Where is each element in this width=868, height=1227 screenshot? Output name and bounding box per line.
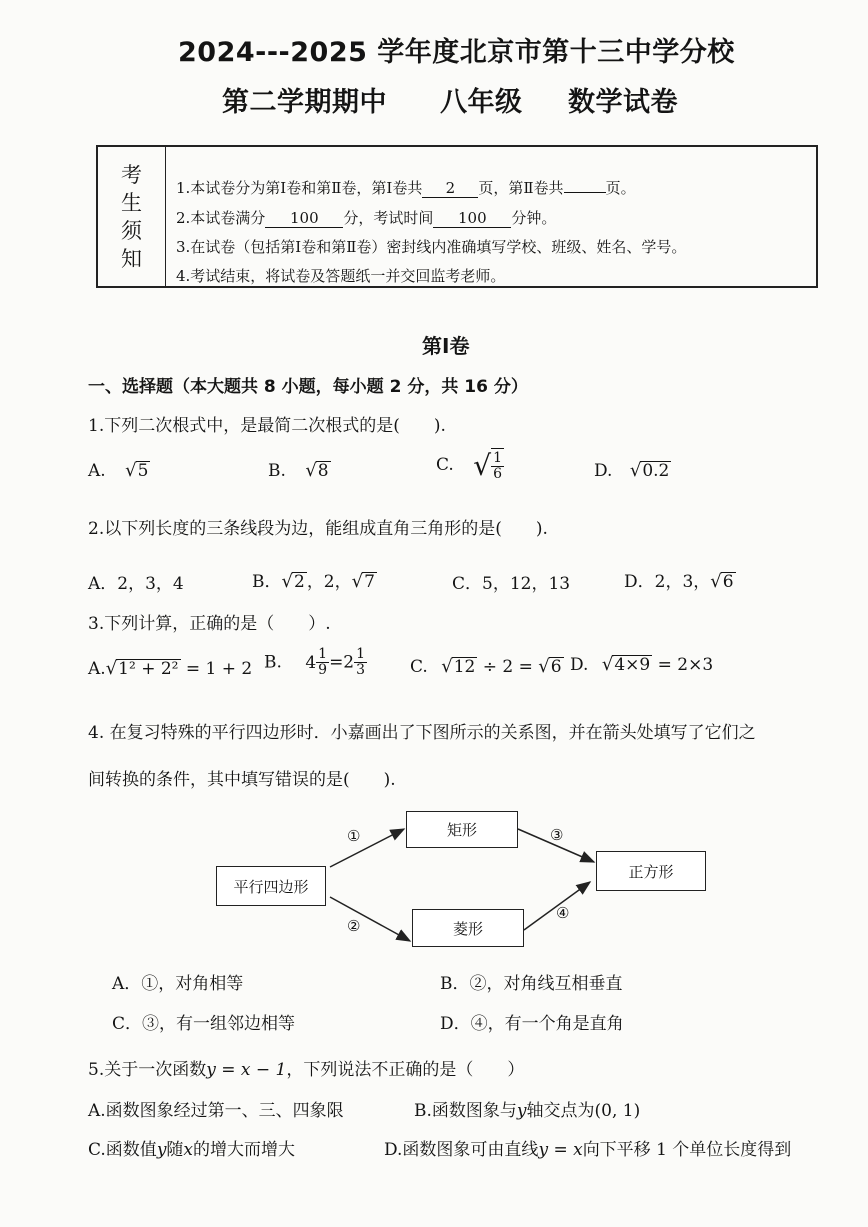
- notice-line2-text-c: 分钟。: [511, 209, 557, 227]
- option-text: ÷ 2 =: [482, 657, 533, 677]
- arrow-1-line: [330, 829, 404, 867]
- radicand: 0.2: [642, 461, 670, 481]
- notice-line2-text-b: 分，考试时间: [343, 209, 434, 227]
- radicand: 2: [293, 572, 305, 592]
- option-text: 轴交点为(0, 1): [526, 1101, 641, 1121]
- radical-sign-icon: √: [125, 460, 137, 481]
- radicand: 6: [722, 572, 734, 592]
- notice-line1-text-c: 页。: [605, 179, 636, 197]
- question-4-option-d: D．④，有一个角是直角: [440, 1014, 624, 1034]
- notice-line1-text-b: 页，第Ⅱ卷共: [478, 179, 564, 197]
- option-text: C.函数值: [88, 1140, 157, 1160]
- question-4-end: ).: [383, 770, 396, 790]
- exam-title-line2-b: 八年级: [440, 87, 523, 118]
- numerator: 1: [318, 646, 328, 662]
- exam-title-line1: 2024---2025 学年度北京市第十三中学分校: [178, 37, 735, 68]
- question-5-option-d: [384, 1135, 791, 1160]
- variable: y: [516, 1101, 527, 1121]
- radicand: 5: [137, 461, 149, 481]
- question-5-option-a: A.函数图象经过第一、三、四象限: [88, 1101, 344, 1121]
- rhombus-box: 菱形: [412, 909, 524, 947]
- question-1-end: ).: [433, 416, 446, 436]
- multiple-choice-section-heading: 一、选择题（本大题共 8 小题，每小题 2 分，共 16 分）: [88, 377, 528, 397]
- denominator: 9: [318, 662, 328, 678]
- numerator: 1: [493, 450, 502, 466]
- option-label: B.: [268, 461, 286, 481]
- radicand: 6: [550, 657, 562, 677]
- arrow-4-label: ④: [556, 904, 570, 922]
- option-text: 随: [166, 1140, 184, 1160]
- option-label: D.: [594, 461, 613, 481]
- linear-function-formula: y = x − 1: [206, 1060, 287, 1080]
- rectangle-box: 矩形: [406, 811, 518, 848]
- option-text: D.函数图象可由直线: [384, 1140, 539, 1160]
- notice-line-3: 3.在试卷（包括第Ⅰ卷和第Ⅱ卷）密封线内准确填写学校、班级、姓名、学号。: [176, 238, 687, 256]
- option-label: D.: [570, 655, 589, 675]
- question-3-text: 3.下列计算，正确的是（: [88, 614, 275, 634]
- arrow-2-label: ②: [347, 917, 361, 935]
- question-2-option-c: C．5，12，13: [452, 574, 571, 594]
- option-text: B.函数图象与: [414, 1101, 517, 1121]
- option-label: B．: [252, 572, 282, 592]
- exam-title-line2-c: 数学试卷: [568, 87, 678, 118]
- square-box: 正方形: [596, 851, 706, 891]
- question-4-stem-line1: 4. 在复习特殊的平行四边形时．小嘉画出了下图所示的关系图，并在箭头处填写了它们之: [88, 723, 756, 743]
- option-text: 的增大而增大: [193, 1140, 296, 1160]
- arrow-3-label: ③: [550, 826, 564, 844]
- parallelogram-box: 平行四边形: [216, 866, 326, 906]
- mixed-whole: 4: [305, 652, 317, 673]
- question-5-option-c: [88, 1135, 295, 1160]
- question-4-option-c: C．③，有一组邻边相等: [112, 1014, 296, 1034]
- line-formula: y = x: [538, 1140, 583, 1160]
- option-text: = 1 + 2: [185, 659, 253, 679]
- option-text: = 2×3: [657, 655, 714, 675]
- question-5-end: ）: [507, 1060, 525, 1080]
- radicand: 12: [453, 657, 476, 677]
- notice-label-char: 须: [121, 218, 142, 243]
- notice-label-char: 知: [121, 246, 142, 271]
- question-5-stem: [88, 1055, 524, 1080]
- radicand: 8: [317, 461, 329, 481]
- radicand: 7: [364, 572, 375, 592]
- option-label: C.: [436, 455, 454, 475]
- option-text: ，2，: [306, 572, 352, 592]
- question-2-end: ).: [535, 519, 548, 539]
- question-2-option-a: A．2，3，4: [88, 574, 184, 594]
- numerator: 1: [356, 646, 366, 662]
- question-5-text-b: ，下列说法不正确的是（: [286, 1060, 474, 1080]
- notice-label-char: 考: [121, 162, 142, 187]
- notice-line2-text-a: 2.本试卷满分: [176, 209, 266, 227]
- part1-heading: 第Ⅰ卷: [422, 334, 470, 358]
- radical-sign-icon: √: [351, 571, 364, 592]
- radical-sign-icon: √: [710, 571, 722, 592]
- radical-sign-icon: √: [629, 460, 642, 481]
- radical-sign-icon: √: [281, 571, 293, 592]
- option-label: A.: [88, 659, 106, 679]
- question-3-end: ）.: [308, 614, 331, 634]
- exam-title-line2-a: 第二学期期中: [222, 87, 387, 118]
- denominator: 3: [356, 662, 366, 678]
- equals-text: =2: [329, 652, 355, 673]
- question-5-text-a: 5.关于一次函数: [88, 1060, 207, 1080]
- radicand: 1² + 2²: [118, 659, 179, 679]
- notice-label-char: 生: [121, 190, 142, 215]
- radical-sign-icon: √: [305, 460, 317, 481]
- question-4-option-b: B．②，对角线互相垂直: [440, 974, 623, 994]
- variable: x: [183, 1140, 194, 1160]
- radical-sign-icon: √: [473, 448, 492, 482]
- question-4-text: 间转换的条件，其中填写错误的是(: [88, 770, 350, 790]
- notice-line1-text-a: 1.本试卷分为第Ⅰ卷和第Ⅱ卷，第Ⅰ卷共: [176, 179, 423, 197]
- variable: y: [156, 1140, 167, 1160]
- option-text: D．2，3，: [624, 572, 711, 592]
- question-4-option-a: A．①，对角相等: [112, 974, 244, 994]
- exam-time-blank: 100: [433, 209, 511, 228]
- radicand: 4×9: [614, 655, 651, 675]
- arrow-2-line: [330, 897, 410, 941]
- option-text: 向下平移 1 个单位长度得到: [582, 1140, 792, 1160]
- question-2-text: 2.以下列长度的三条线段为边，能组成直角三角形的是(: [88, 519, 502, 539]
- radical-sign-icon: √: [441, 656, 453, 677]
- page-count-part1-blank: 2: [422, 179, 478, 198]
- radical-sign-icon: √: [105, 658, 118, 679]
- radical-sign-icon: √: [538, 656, 550, 677]
- question-5-option-b: [414, 1096, 640, 1121]
- notice-line-4: 4.考试结束，将试卷及答题纸一并交回监考老师。: [176, 267, 506, 285]
- denominator: 6: [493, 466, 502, 482]
- option-label: B.: [264, 652, 282, 673]
- option-label: C.: [410, 657, 428, 677]
- arrow-1-label: ①: [347, 827, 361, 845]
- option-label: A.: [88, 461, 106, 481]
- question-1-text: 1.下列二次根式中，是最简二次根式的是(: [88, 416, 400, 436]
- radical-sign-icon: √: [601, 654, 614, 675]
- full-score-blank: 100: [265, 209, 343, 228]
